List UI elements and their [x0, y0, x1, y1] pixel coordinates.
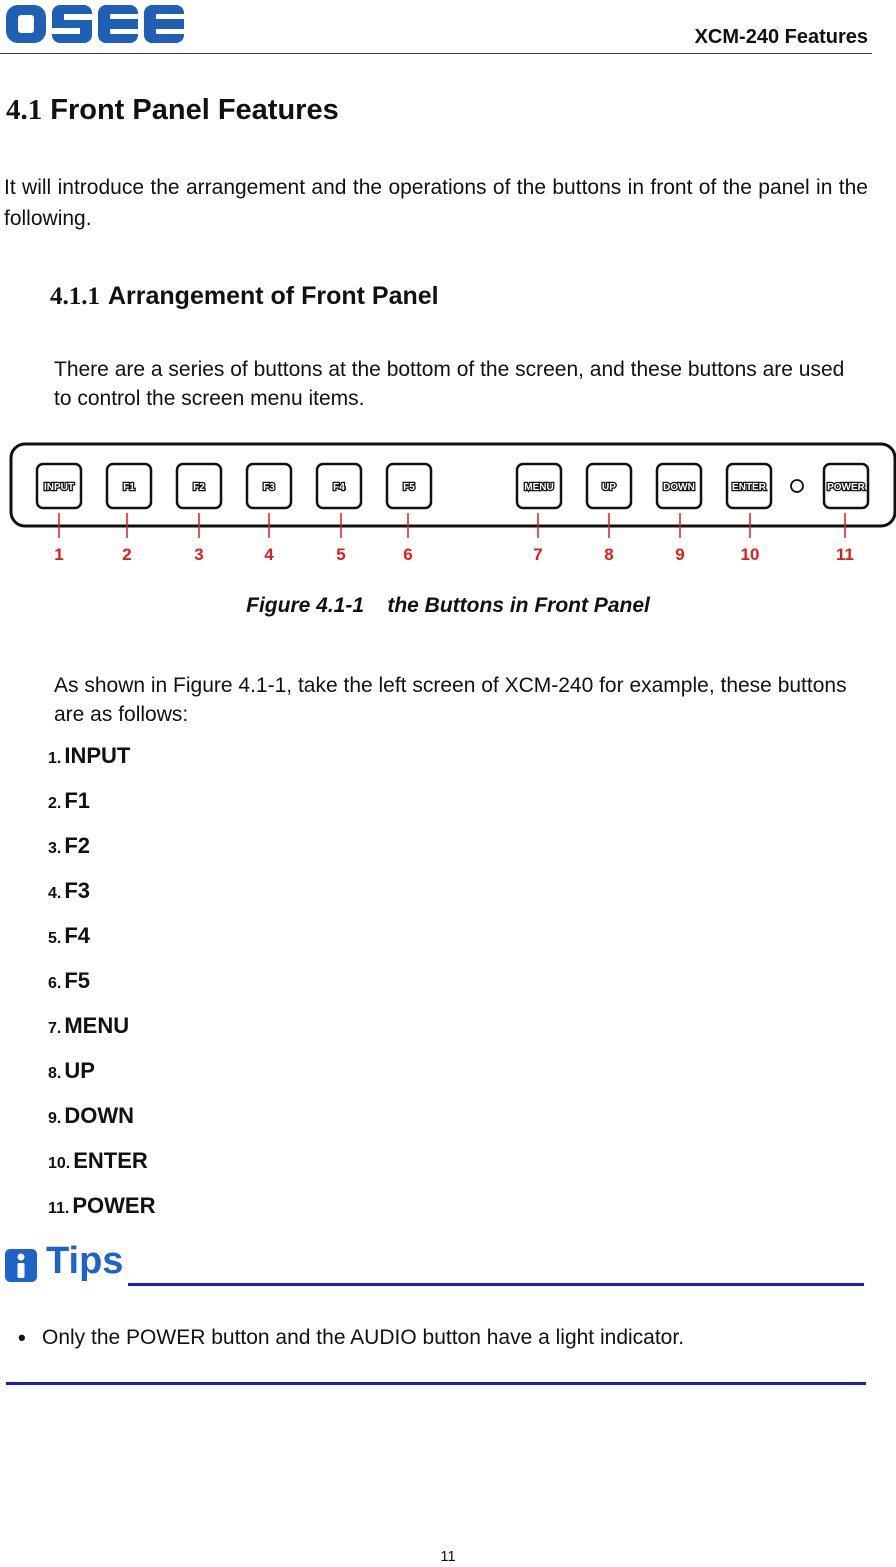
- panel-button-f3: [247, 464, 291, 508]
- callout-number-3: 3: [194, 545, 204, 564]
- callout-number-1: 1: [54, 545, 64, 564]
- list-item-number: 4.: [48, 885, 62, 902]
- panel-button-input-label: INPUT: [44, 482, 74, 493]
- panel-button-enter-label: ENTER: [732, 482, 766, 493]
- panel-button-down: [657, 464, 701, 508]
- callout-number-10: 10: [740, 545, 760, 564]
- list-item-number: 3.: [48, 840, 62, 857]
- list-item-number: 5.: [48, 930, 62, 947]
- subsection-title: Arrangement of Front Panel: [108, 282, 439, 310]
- callout-number-6: 6: [403, 545, 413, 564]
- callout-number-7: 7: [533, 545, 543, 564]
- panel-button-f2-label: F2: [193, 482, 205, 493]
- list-item: [48, 1057, 155, 1102]
- list-item: [48, 1012, 155, 1057]
- panel-button-up-label: UP: [602, 482, 616, 493]
- list-item-name: ENTER: [73, 1148, 148, 1173]
- list-item: [48, 832, 155, 877]
- tips-label: Tips: [46, 1240, 124, 1282]
- tips-bottom-rule: [6, 1382, 866, 1385]
- tip-bullet: •: [18, 1325, 26, 1350]
- list-item-name: DOWN: [64, 1103, 134, 1128]
- front-panel-figure: [8, 440, 896, 570]
- list-item-name: POWER: [72, 1193, 156, 1218]
- tip-text: Only the POWER button and the AUDIO button have a light indicator.: [42, 1326, 685, 1349]
- info-icon: [4, 1246, 38, 1284]
- panel-button-input: [37, 464, 81, 508]
- list-item-name: F2: [64, 833, 91, 858]
- panel-button-down-label: DOWN: [663, 482, 695, 493]
- callout-number-11: 11: [836, 545, 854, 564]
- power-indicator-light: [791, 480, 803, 492]
- panel-button-up: [587, 464, 631, 508]
- panel-button-power: [824, 464, 868, 508]
- list-item: [48, 877, 155, 922]
- list-item-number: 9.: [48, 1110, 62, 1127]
- header-title: XCM-240 Features: [694, 26, 868, 48]
- section-heading: [6, 94, 339, 127]
- callout-number-8: 8: [604, 545, 614, 564]
- list-item: [48, 967, 155, 1012]
- panel-button-menu: [517, 464, 561, 508]
- list-item: [48, 787, 155, 832]
- list-item: [48, 922, 155, 967]
- list-item-number: 2.: [48, 795, 62, 812]
- arrangement-paragraph: There are a series of buttons at the bottom of the screen, and these buttons are used to control the screen menu items.: [54, 358, 845, 410]
- panel-button-f3-label: F3: [263, 482, 275, 493]
- list-item-number: 7.: [48, 1020, 62, 1037]
- section-title: Front Panel Features: [50, 94, 339, 126]
- page-number: 11: [440, 1548, 456, 1565]
- callout-number-4: 4: [264, 545, 274, 564]
- list-item-number: 8.: [48, 1065, 62, 1082]
- list-item-name: UP: [64, 1058, 95, 1083]
- panel-button-power-label: POWER: [827, 482, 865, 493]
- list-item-name: F3: [64, 878, 91, 903]
- panel-button-f4: [317, 464, 361, 508]
- list-item-name: F1: [64, 788, 91, 813]
- callout-number-5: 5: [336, 545, 346, 564]
- button-list: [48, 742, 155, 1237]
- subsection-number: 4.1.1: [50, 283, 100, 310]
- list-item-name: F4: [64, 923, 91, 948]
- list-item: [48, 742, 155, 787]
- list-item: [48, 1102, 155, 1147]
- panel-button-f5: [387, 464, 431, 508]
- list-item-name: F5: [64, 968, 91, 993]
- panel-button-menu-label: MENU: [524, 482, 554, 493]
- list-item-number: 1.: [48, 750, 62, 767]
- list-item-number: 6.: [48, 975, 62, 992]
- panel-button-enter: [727, 464, 771, 508]
- list-item: [48, 1192, 155, 1237]
- callout-number-9: 9: [675, 545, 685, 564]
- panel-button-f2: [177, 464, 221, 508]
- list-item: [48, 1147, 155, 1192]
- panel-button-f5-label: F5: [403, 482, 415, 493]
- panel-button-f4-label: F4: [333, 482, 345, 493]
- section-number: 4.1: [6, 94, 43, 126]
- intro-paragraph: It will introduce the arrangement and the operations of the buttons in front of the panel in the following.: [4, 176, 868, 230]
- example-paragraph: As shown in Figure 4.1-1, take the left screen of XCM-240 for example, these buttons are as follows:: [54, 674, 847, 726]
- panel-button-f1-label: F1: [123, 482, 135, 493]
- panel-button-f1: [107, 464, 151, 508]
- callout-number-2: 2: [122, 545, 132, 564]
- subsection-heading: [50, 282, 439, 311]
- tips-top-rule: [128, 1283, 864, 1286]
- list-item-number: 10.: [48, 1155, 71, 1172]
- osee-logo: [4, 2, 186, 46]
- list-item-name: INPUT: [64, 743, 131, 768]
- header-divider: [0, 53, 872, 54]
- figure-caption: Figure 4.1-1 the Buttons in Front Panel: [246, 594, 650, 617]
- list-item-number: 11.: [48, 1200, 70, 1217]
- list-item-name: MENU: [64, 1013, 130, 1038]
